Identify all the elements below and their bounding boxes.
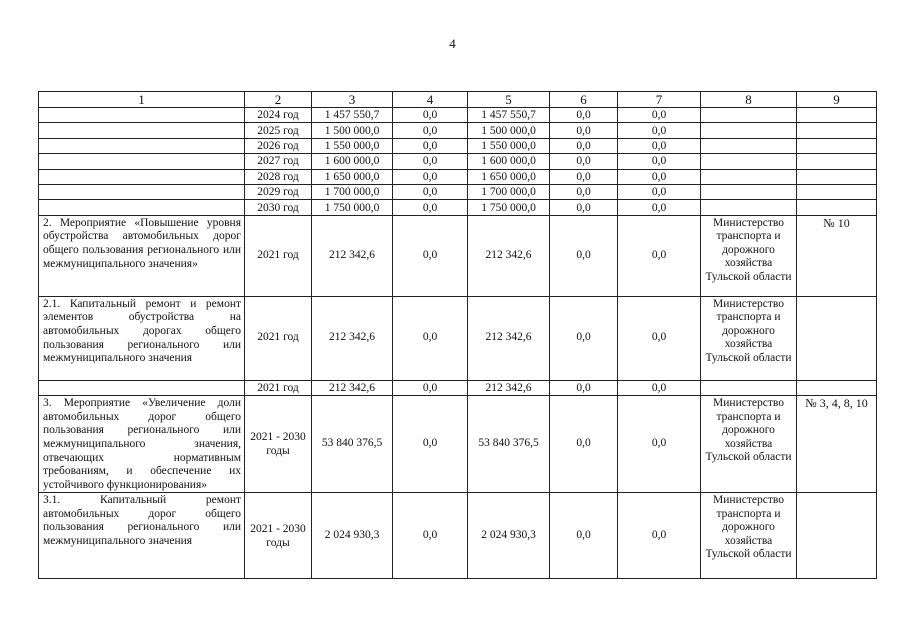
value-cell: 1 650 000,0 bbox=[468, 169, 550, 184]
executor-cell bbox=[701, 169, 797, 184]
value-cell: 0,0 bbox=[550, 380, 618, 395]
value-cell: 0,0 bbox=[618, 169, 701, 184]
measure-name: 3.1. Капитальный ремонт автомобильных дорог общего пользования регионального или межмуниципального значения bbox=[39, 493, 245, 579]
value-cell: 0,0 bbox=[618, 108, 701, 123]
value-cell: 0,0 bbox=[393, 184, 468, 199]
indicator-cell bbox=[797, 138, 877, 153]
total-cell: 212 342,6 bbox=[312, 215, 393, 296]
period-cell: 2021 год bbox=[245, 215, 312, 296]
value-cell: 0,0 bbox=[550, 296, 618, 380]
value-cell: 1 550 000,0 bbox=[468, 138, 550, 153]
measure-name-cell bbox=[39, 154, 245, 169]
period-cell: 2024 год bbox=[245, 108, 312, 123]
total-cell: 1 650 000,0 bbox=[312, 169, 393, 184]
indicator-cell bbox=[797, 184, 877, 199]
indicator-cell bbox=[797, 493, 877, 579]
year-row bbox=[39, 184, 877, 199]
column-header: 7 bbox=[618, 92, 701, 108]
value-cell: 0,0 bbox=[550, 108, 618, 123]
column-header: 3 bbox=[312, 92, 393, 108]
total-cell: 1 750 000,0 bbox=[312, 200, 393, 215]
value-cell: 0,0 bbox=[618, 380, 701, 395]
indicator-cell bbox=[797, 123, 877, 138]
indicator-cell bbox=[797, 200, 877, 215]
year-row bbox=[39, 108, 877, 123]
measure-row-measure-2 bbox=[39, 215, 877, 296]
year-row bbox=[39, 154, 877, 169]
value-cell: 1 700 000,0 bbox=[468, 184, 550, 199]
value-cell: 0,0 bbox=[550, 138, 618, 153]
indicator-cell: № 3, 4, 8, 10 bbox=[797, 396, 877, 493]
measure-name-cell bbox=[39, 123, 245, 138]
executor-cell: Министерство транспорта и дорожного хозяйства Тульской области bbox=[701, 215, 797, 296]
year-row bbox=[39, 169, 877, 184]
year-row bbox=[39, 200, 877, 215]
value-cell: 212 342,6 bbox=[468, 380, 550, 395]
value-cell: 0,0 bbox=[550, 154, 618, 169]
program-table bbox=[38, 91, 877, 579]
value-cell: 212 342,6 bbox=[468, 215, 550, 296]
value-cell: 0,0 bbox=[550, 200, 618, 215]
value-cell: 0,0 bbox=[393, 154, 468, 169]
measure-row-measure-3 bbox=[39, 396, 877, 493]
value-cell: 0,0 bbox=[618, 493, 701, 579]
measure-name-cell bbox=[39, 184, 245, 199]
value-cell: 0,0 bbox=[550, 169, 618, 184]
measure-name: 2. Мероприятие «Повышение уровня обустройства автомобильных дорог общего пользования регионального или межмуниципального значения» bbox=[39, 215, 245, 296]
period-cell: 2021 - 2030 годы bbox=[245, 493, 312, 579]
executor-cell bbox=[701, 184, 797, 199]
indicator-cell bbox=[797, 380, 877, 395]
total-cell: 1 550 000,0 bbox=[312, 138, 393, 153]
executor-cell bbox=[701, 108, 797, 123]
indicator-cell bbox=[797, 154, 877, 169]
measure-name: 2.1. Капитальный ремонт и ремонт элементов обустройства на автомобильных дорогах общего пользования регионального или межмуниципального значения bbox=[39, 296, 245, 380]
measure-row-measure-2-1 bbox=[39, 296, 877, 380]
period-cell: 2021 год bbox=[245, 296, 312, 380]
period-cell: 2027 год bbox=[245, 154, 312, 169]
total-cell: 212 342,6 bbox=[312, 380, 393, 395]
column-header: 2 bbox=[245, 92, 312, 108]
value-cell: 0,0 bbox=[393, 296, 468, 380]
total-cell: 212 342,6 bbox=[312, 296, 393, 380]
value-cell: 53 840 376,5 bbox=[468, 396, 550, 493]
total-cell: 1 457 550,7 bbox=[312, 108, 393, 123]
value-cell: 1 457 550,7 bbox=[468, 108, 550, 123]
column-header: 4 bbox=[393, 92, 468, 108]
year-row bbox=[39, 138, 877, 153]
period-cell: 2028 год bbox=[245, 169, 312, 184]
year-row bbox=[39, 123, 877, 138]
executor-cell: Министерство транспорта и дорожного хозяйства Тульской области bbox=[701, 493, 797, 579]
total-cell: 1 500 000,0 bbox=[312, 123, 393, 138]
measure-name-cell bbox=[39, 108, 245, 123]
subtotal-row bbox=[39, 380, 877, 395]
value-cell: 0,0 bbox=[618, 396, 701, 493]
period-cell: 2021 - 2030 годы bbox=[245, 396, 312, 493]
total-cell: 2 024 930,3 bbox=[312, 493, 393, 579]
value-cell: 0,0 bbox=[393, 123, 468, 138]
executor-cell bbox=[701, 123, 797, 138]
value-cell: 0,0 bbox=[393, 138, 468, 153]
column-number-row bbox=[39, 92, 877, 108]
measure-name-cell bbox=[39, 169, 245, 184]
value-cell: 0,0 bbox=[550, 184, 618, 199]
value-cell: 0,0 bbox=[393, 396, 468, 493]
value-cell: 0,0 bbox=[393, 493, 468, 579]
measure-row-measure-3-1 bbox=[39, 493, 877, 579]
column-header: 5 bbox=[468, 92, 550, 108]
executor-cell bbox=[701, 380, 797, 395]
value-cell: 0,0 bbox=[550, 215, 618, 296]
value-cell: 0,0 bbox=[393, 200, 468, 215]
value-cell: 2 024 930,3 bbox=[468, 493, 550, 579]
value-cell: 0,0 bbox=[618, 138, 701, 153]
value-cell: 0,0 bbox=[393, 169, 468, 184]
executor-cell bbox=[701, 200, 797, 215]
total-cell: 53 840 376,5 bbox=[312, 396, 393, 493]
value-cell: 0,0 bbox=[618, 215, 701, 296]
value-cell: 0,0 bbox=[618, 154, 701, 169]
indicator-cell bbox=[797, 108, 877, 123]
column-header: 8 bbox=[701, 92, 797, 108]
value-cell: 1 500 000,0 bbox=[468, 123, 550, 138]
column-header: 9 bbox=[797, 92, 877, 108]
value-cell: 0,0 bbox=[618, 200, 701, 215]
value-cell: 0,0 bbox=[550, 123, 618, 138]
executor-cell bbox=[701, 138, 797, 153]
period-cell: 2025 год bbox=[245, 123, 312, 138]
column-header: 1 bbox=[39, 92, 245, 108]
executor-cell bbox=[701, 154, 797, 169]
indicator-cell bbox=[797, 296, 877, 380]
value-cell: 0,0 bbox=[550, 493, 618, 579]
value-cell: 0,0 bbox=[618, 123, 701, 138]
table-body bbox=[39, 92, 877, 579]
value-cell: 0,0 bbox=[550, 396, 618, 493]
measure-name-cell bbox=[39, 200, 245, 215]
measure-name-cell bbox=[39, 138, 245, 153]
value-cell: 1 750 000,0 bbox=[468, 200, 550, 215]
executor-cell: Министерство транспорта и дорожного хозяйства Тульской области bbox=[701, 296, 797, 380]
page-number: 4 bbox=[449, 36, 456, 51]
measure-name-cell bbox=[39, 380, 245, 395]
period-cell: 2026 год bbox=[245, 138, 312, 153]
value-cell: 1 600 000,0 bbox=[468, 154, 550, 169]
indicator-cell bbox=[797, 169, 877, 184]
value-cell: 0,0 bbox=[618, 296, 701, 380]
measure-name: 3. Мероприятие «Увеличение доли автомобильных дорог общего пользования регионального или межмуниципального значения, отвечающих нормативным требованиям, и обеспечение их устойчивого функционирования» bbox=[39, 396, 245, 493]
total-cell: 1 600 000,0 bbox=[312, 154, 393, 169]
total-cell: 1 700 000,0 bbox=[312, 184, 393, 199]
value-cell: 0,0 bbox=[618, 184, 701, 199]
value-cell: 0,0 bbox=[393, 380, 468, 395]
executor-cell: Министерство транспорта и дорожного хозяйства Тульской области bbox=[701, 396, 797, 493]
value-cell: 0,0 bbox=[393, 108, 468, 123]
column-header: 6 bbox=[550, 92, 618, 108]
value-cell: 212 342,6 bbox=[468, 296, 550, 380]
indicator-cell: № 10 bbox=[797, 215, 877, 296]
value-cell: 0,0 bbox=[393, 215, 468, 296]
period-cell: 2030 год bbox=[245, 200, 312, 215]
period-cell: 2029 год bbox=[245, 184, 312, 199]
period-cell: 2021 год bbox=[245, 380, 312, 395]
